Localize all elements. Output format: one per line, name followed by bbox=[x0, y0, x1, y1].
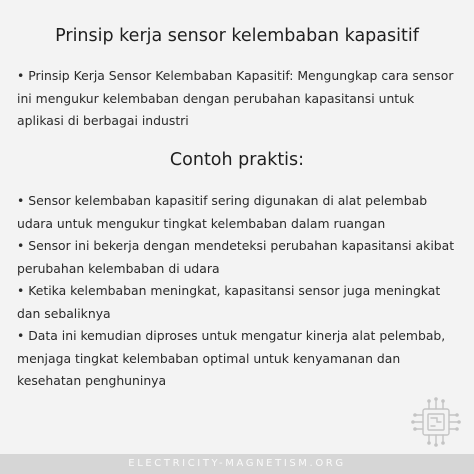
footer-bar bbox=[0, 454, 474, 474]
circuit-chip-icon bbox=[406, 392, 466, 452]
list-item: • Sensor kelembaban kapasitif sering digunakan di alat pelembab udara untuk mengukur tingkat kelembaban dalam ruangan bbox=[17, 193, 428, 231]
list-item: • Data ini kemudian diproses untuk mengatur kinerja alat pelembab, menjaga tingkat kelembaban optimal untuk kenyamanan dan kesehatan penghuninya bbox=[17, 328, 446, 388]
list-item: • Ketika kelembaban meningkat, kapasitansi sensor juga meningkat dan sebaliknya bbox=[17, 283, 441, 321]
list-item: • Sensor ini bekerja dengan mendeteksi perubahan kapasitansi akibat perubahan kelembaban di udara bbox=[17, 238, 455, 276]
page-title: Prinsip kerja sensor kelembaban kapasitif bbox=[55, 26, 419, 46]
section-heading: Contoh praktis: bbox=[169, 150, 305, 170]
footer-site-name: ELECTRICITY-MAGNETISM.ORG bbox=[128, 458, 346, 469]
bullet-list bbox=[17, 190, 462, 393]
intro-paragraph: • Prinsip Kerja Sensor Kelembaban Kapasitif: Mengungkap cara sensor ini mengukur kelembaban dengan perubahan kapasitansi untuk aplikasi di berbagai industri bbox=[17, 68, 454, 128]
